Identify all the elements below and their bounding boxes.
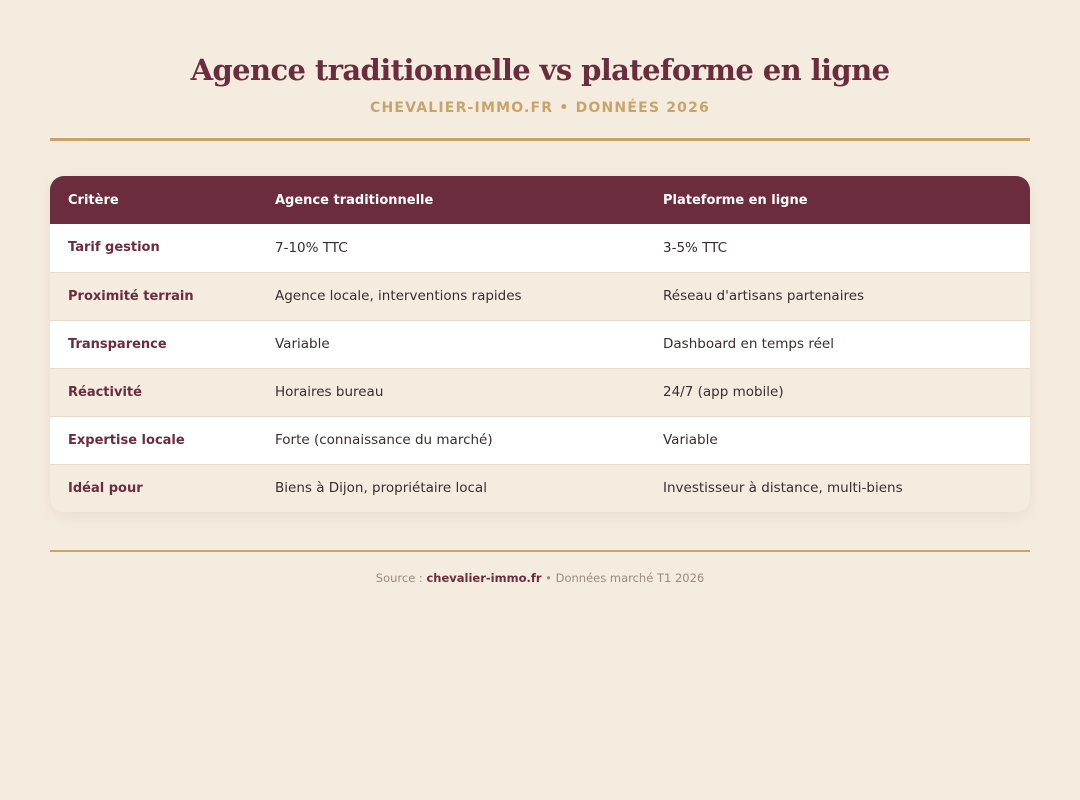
footer-suffix: • Données marché T1 2026 (541, 571, 705, 585)
plateforme-cell: Dashboard en temps réel (663, 336, 834, 352)
column-header-agence: Agence traditionnelle (275, 192, 434, 208)
comparison-table-card (50, 176, 1030, 512)
table-row (50, 224, 1030, 272)
plateforme-cell: Variable (663, 432, 718, 448)
page-subtitle: CHEVALIER-IMMO.FR • DONNÉES 2026 (370, 100, 710, 116)
agence-cell: Biens à Dijon, propriétaire local (275, 480, 487, 497)
criterion-cell: Transparence (68, 336, 167, 352)
criterion-cell: Expertise locale (68, 432, 185, 448)
criterion-cell: Réactivité (68, 384, 142, 400)
page-title: Agence traditionnelle vs plateforme en ligne (190, 53, 890, 87)
column-header-criterion: Critère (68, 192, 119, 208)
table-row (50, 464, 1030, 512)
table-row (50, 368, 1030, 416)
footer-prefix: Source : (375, 571, 427, 585)
table-row (50, 416, 1030, 464)
footer-divider (50, 550, 1030, 552)
footer-source (50, 570, 1030, 586)
plateforme-cell: 3-5% TTC (663, 239, 728, 256)
criterion-cell: Tarif gestion (68, 240, 160, 256)
criterion-cell: Idéal pour (68, 480, 143, 496)
agence-cell: Agence locale, interventions rapides (275, 288, 522, 304)
plateforme-cell: Investisseur à distance, multi-biens (663, 480, 903, 497)
table-row (50, 272, 1030, 320)
column-header-plateforme: Plateforme en ligne (663, 192, 808, 208)
agence-cell: Horaires bureau (275, 384, 384, 400)
criterion-cell: Proximité terrain (68, 288, 194, 304)
agence-cell: Variable (275, 336, 330, 352)
agence-cell: Forte (connaissance du marché) (275, 432, 493, 448)
comparison-table (50, 176, 1030, 512)
plateforme-cell: Réseau d'artisans partenaires (663, 288, 865, 304)
header-divider (50, 138, 1030, 141)
agence-cell: 7-10% TTC (275, 239, 348, 256)
table-row (50, 320, 1030, 368)
plateforme-cell: 24/7 (app mobile) (663, 384, 784, 400)
footer-brand: chevalier-immo.fr (426, 571, 542, 585)
table-header-row (50, 176, 1030, 224)
